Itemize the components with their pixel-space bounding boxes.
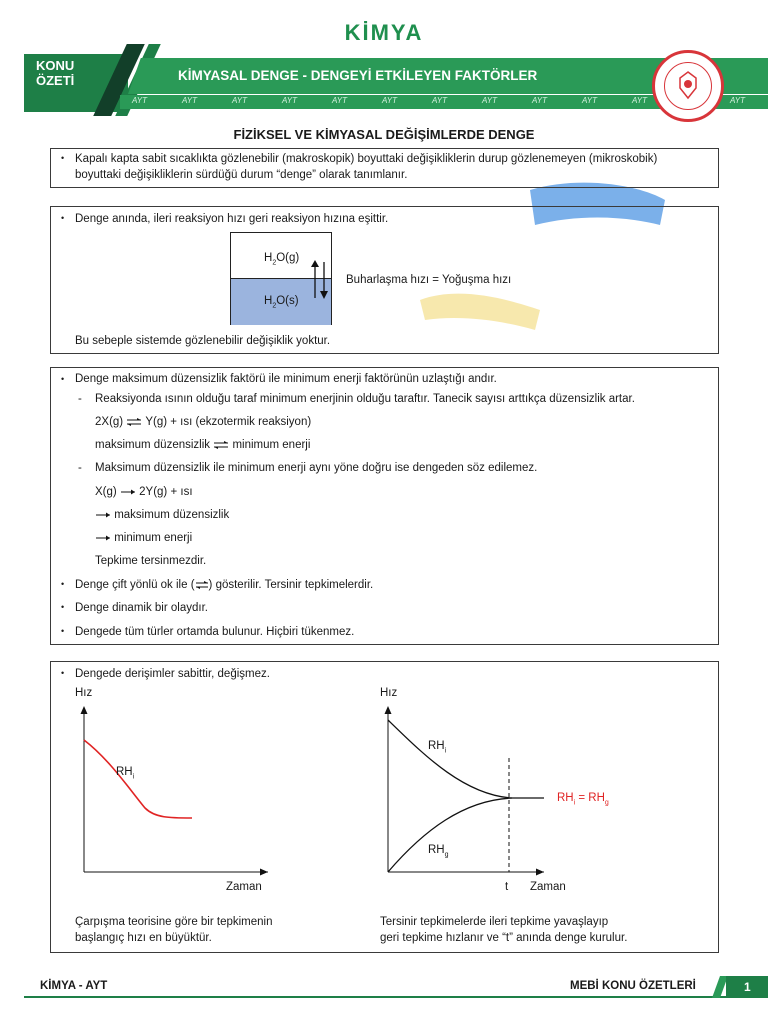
equilibrium-rate-text: Denge anında, ileri reaksiyon hızı geri reaksiyon hızına eşittir. (75, 213, 389, 225)
graph1-x-arrow (260, 869, 268, 876)
dynamic-event-note: Denge dinamik bir olaydır. (75, 602, 208, 614)
bullet: • (61, 374, 65, 384)
definition-line-1: Kapalı kapta sabit sıcaklıkta gözlenebilir (makroskopik) boyuttaki değişikliklerin durup gözlenemeyen (mikroskobik) (75, 153, 658, 165)
no-observable-change-text: Bu sebeple sistemde gözlenebilir değişiklik yoktur. (75, 335, 331, 347)
ayt-tag: AYT (482, 96, 497, 105)
graph2-rh-i-label: $RH_i$ (428, 740, 447, 755)
graph2-x-label: Zaman (530, 881, 566, 893)
equilibrium-arrows-icon (195, 581, 209, 589)
bullet: • (61, 213, 65, 223)
graph2-forward-rate-curve (388, 720, 544, 798)
graph2-t-label: t (505, 881, 509, 893)
ayt-tag: AYT (432, 96, 447, 105)
graph2-y-arrow (385, 706, 392, 714)
bullet: • (61, 153, 65, 163)
graph1-forward-rate-curve (84, 740, 192, 818)
forward-rate-graph (60, 700, 280, 880)
heat-side-explanation: Reaksiyonda ısının olduğu taraf minimum enerjinin olduğu taraftır. Tanecik sayısı arttıkça düzensizlik artar. (95, 393, 635, 405)
max-disorder-direction: maksimum düzensizlik (95, 507, 229, 523)
subject-brand: KİMYA (344, 20, 424, 45)
graph1-y-label: Hız (75, 687, 93, 699)
page-number: 1 (744, 980, 751, 994)
graph2-y-label: Hız (380, 687, 398, 699)
bullet: • (61, 626, 65, 636)
seal-emblem-icon (676, 70, 700, 100)
bullet: • (61, 668, 65, 678)
graph1-caption-line-1: Çarpışma teorisine göre bir tepkimenin (75, 916, 273, 928)
reaction-irreversible: X(g) 2Y(g) + ısı (95, 486, 193, 498)
ayt-tag: AYT (632, 96, 647, 105)
right-arrow-icon (120, 488, 136, 496)
konu-ozeti-label (36, 58, 74, 88)
graph1-y-arrow (81, 706, 88, 714)
ayt-tag: AYT (382, 96, 397, 105)
dash: - (78, 462, 82, 474)
page-title: KİMYASAL DENGE - DENGEYİ ETKİLEYEN FAKTÖRLER (178, 68, 538, 83)
footer-subject: KİMYA - AYT (40, 980, 108, 992)
min-energy-direction: minimum enerji (95, 530, 192, 546)
dash: - (78, 393, 82, 405)
ayt-tag: AYT (132, 96, 147, 105)
rate-equality-label: Buharlaşma hızı = Yoğuşma hızı (346, 274, 512, 286)
equilibrium-rate-graph (364, 700, 684, 880)
disorder-vs-energy: maksimum düzensizlik minimum enerji (95, 439, 311, 451)
graph2-rh-g-label: $RH_g$ (428, 844, 449, 859)
ayt-tag: AYT (282, 96, 297, 105)
same-direction-explanation: Maksimum düzensizlik ile minimum enerji aynı yöne doğru ise dengeden söz edilemez. (95, 462, 538, 474)
ayt-tag: AYT (332, 96, 347, 105)
graph2-equality-label: $RH_i = RH_g$ (557, 792, 609, 807)
double-arrow-note: Denge çift yönlü ok ile ( ) gösterilir. Tersinir tepkimelerdir. (75, 579, 374, 591)
equilibrium-arrows-icon (213, 441, 229, 449)
evaporation-condensation-arrows-icon (308, 258, 332, 302)
right-arrow-icon (95, 511, 111, 519)
graph1-caption-line-2: başlangıç hızı en büyüktür. (75, 932, 212, 944)
footer-series: MEBİ KONU ÖZETLERİ (570, 980, 696, 992)
ayt-tag: AYT (582, 96, 597, 105)
bullet: • (61, 602, 65, 612)
graph2-caption-line-2: geri tepkime hızlanır ve “t” anında denge kurulur. (380, 932, 628, 944)
irreversible-note: Tepkime tersinmezdir. (95, 555, 207, 567)
right-arrow-icon (95, 534, 111, 542)
graph2-reverse-rate-curve (388, 798, 512, 872)
ayt-tag: AYT (232, 96, 247, 105)
bullet: • (61, 579, 65, 589)
ayt-tag: AYT (730, 96, 745, 105)
graph1-rh-i-label: $RH_i$ (116, 766, 135, 781)
equilibrium-arrows-icon (126, 418, 142, 426)
ayt-tag: AYT (182, 96, 197, 105)
reaction-exothermic: 2X(g) Y(g) + ısı (ekzotermik reaksiyon) (95, 416, 312, 428)
liquid-label: $H_2O(s)$ (264, 295, 299, 310)
graph2-caption-line-1: Tersinir tepkimelerde ileri tepkime yavaşlayıp (380, 916, 609, 928)
graph2-x-arrow (536, 869, 544, 876)
all-species-present-note: Dengede tüm türler ortamda bulunur. Hiçbiri tükenmez. (75, 626, 355, 638)
section-title: FİZİKSEL VE KİMYASAL DEĞİŞİMLERDE DENGE (233, 127, 535, 142)
ayt-tag: AYT (532, 96, 547, 105)
ozeti-label: ÖZETİ (36, 73, 75, 88)
gas-label: $H_2O(g)$ (264, 252, 300, 267)
graph1-x-label: Zaman (226, 881, 262, 893)
definition-line-2: boyuttaki değişikliklerin sürdüğü durum “denge” olarak tanımlanır. (75, 169, 408, 181)
constant-concentration-note: Dengede derişimler sabittir, değişmez. (75, 668, 270, 680)
footer-rule (24, 996, 744, 998)
konu-label: KONU (36, 58, 75, 73)
disorder-energy-definition: Denge maksimum düzensizlik faktörü ile minimum enerji faktörünün uzlaştığı andır. (75, 373, 497, 385)
